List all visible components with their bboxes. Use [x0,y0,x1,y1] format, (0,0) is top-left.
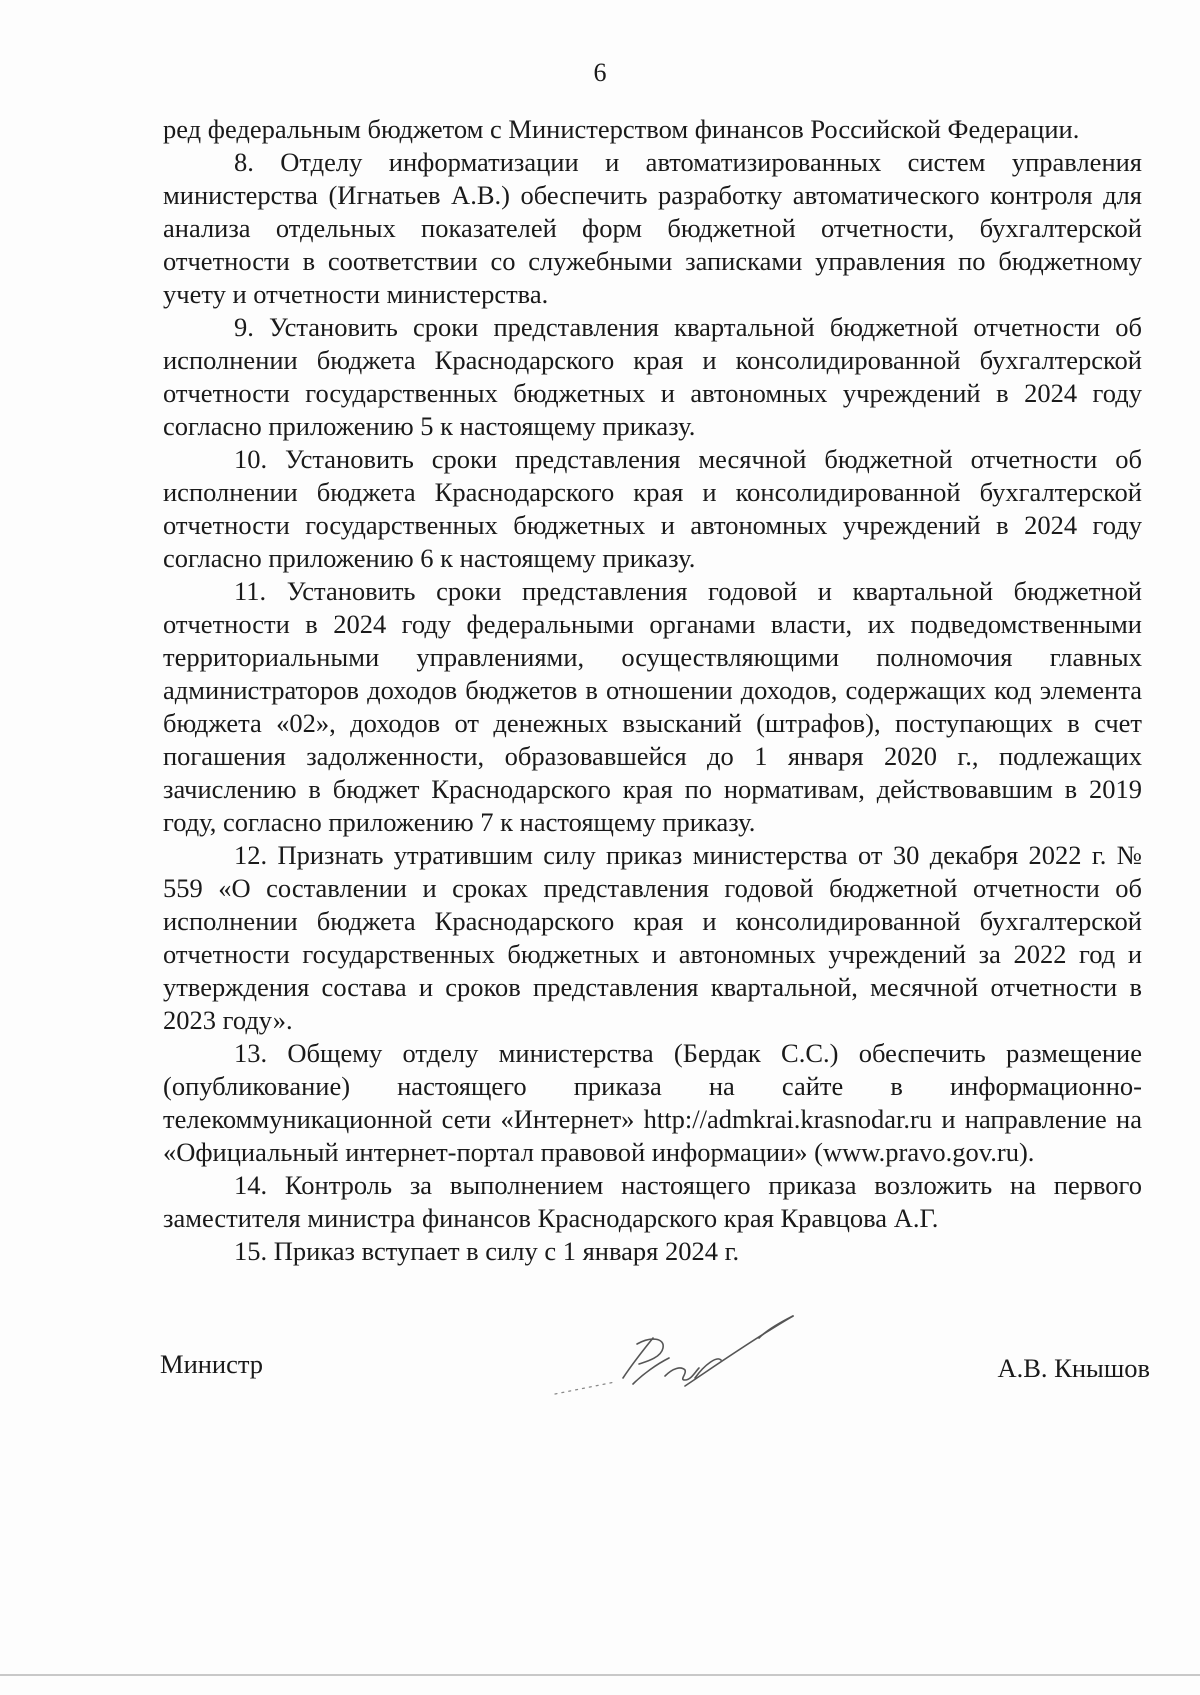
paragraph-10: 10. Установить сроки представления месячной бюджетной отчетности об исполнении бюджета Краснодарского края и консолидированной бухгалтерской отчетности государственных бюджетных и автономных учреждений в 2024 году согласно приложению 6 к настоящему приказу. [163,444,1142,573]
handwritten-signature [545,1308,815,1408]
paragraph-11: 11. Установить сроки представления годовой и квартальной бюджетной отчетности в 2024 году федеральными органами власти, их подведомственными территориальными управлениями, осуществляющими полномочия главных администраторов доходов бюджетов в отношении доходов, содержащих код элемента бюджета «02», доходов от денежных взысканий (штрафов), поступающих в счет погашения задолженности, образовавшейся до 1 января 2020 г., подлежащих зачислению в бюджет Краснодарского края по нормативам, действовавшим в 2019 году, согласно приложению 7 к настоящему приказу. [163,576,1142,837]
scan-edge-line [0,1674,1200,1676]
paragraph-14: 14. Контроль за выполнением настоящего приказа возложить на первого заместителя министра финансов Краснодарского края Кравцова А.Г. [163,1170,1142,1233]
paragraph-13: 13. Общему отделу министерства (Бердак С.С.) обеспечить размещение (опубликование) настоящего приказа на сайте в информационно-телекоммуникационной сети «Интернет» http://admkrai.krasnodar.ru и направление на «Официальный интернет-портал правовой информации» (www.pravo.gov.ru). [163,1038,1142,1167]
paragraph-continuation: ред федеральным бюджетом с Министерством финансов Российской Федерации. [163,114,1080,144]
signer-name: А.В. Кнышов [997,1353,1150,1383]
paragraph-8: 8. Отделу информатизации и автоматизированных систем управления министерства (Игнатьев А.В.) обеспечить разработку автоматического контроля для анализа отдельных показателей форм бюджетной отчетности, бухгалтерской отчетности в соответствии со служебными записками управления по бюджетному учету и отчетности министерства. [163,147,1142,309]
signature-block [160,1318,1150,1438]
signer-position: Министр [160,1349,264,1379]
page-number: 6 [593,58,607,87]
paragraph-15: 15. Приказ вступает в силу с 1 января 2024 г. [234,1236,740,1266]
document-body [163,113,1142,1268]
paragraph-9: 9. Установить сроки представления квартальной бюджетной отчетности об исполнении бюджета Краснодарского края и консолидированной бухгалтерской отчетности государственных бюджетных и автономных учреждений в 2024 году согласно приложению 5 к настоящему приказу. [163,312,1142,441]
paragraph-12: 12. Признать утратившим силу приказ министерства от 30 декабря 2022 г. № 559 «О составлении и сроках представления годовой бюджетной отчетности об исполнении бюджета Краснодарского края и консолидированной бухгалтерской отчетности государственных бюджетных и автономных учреждений за 2022 год и утверждения состава и сроков представления квартальной, месячной отчетности в 2023 году». [163,840,1142,1035]
